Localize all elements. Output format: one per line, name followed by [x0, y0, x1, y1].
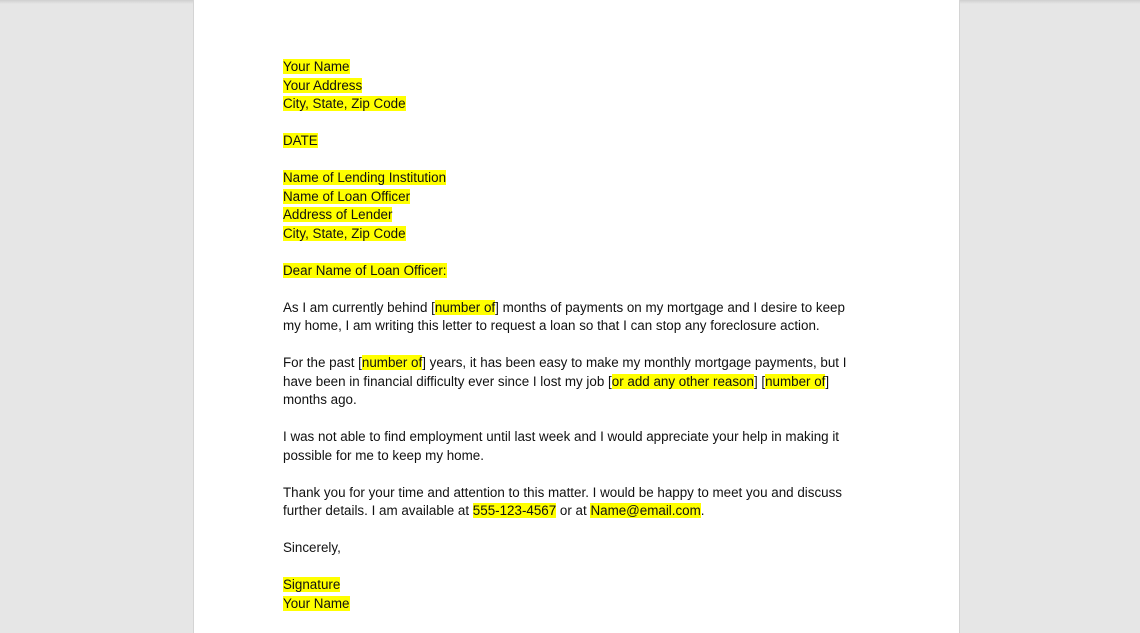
signature-line: Signature: [283, 577, 341, 592]
p2-text-f: months ago.: [283, 392, 357, 407]
salutation-block: [283, 262, 883, 281]
p1-text-c: my home, I am writing this letter to request a loan so that I can stop any foreclosure action.: [283, 318, 820, 333]
date-block: [283, 132, 883, 151]
p4-text-d: .: [700, 503, 705, 518]
paragraph-1: [283, 299, 883, 336]
signature-name: Your Name: [283, 595, 350, 611]
p2-text-c: have been in financial difficulty ever since I lost my job [: [283, 373, 612, 389]
recipient-city-state-zip: City, State, Zip Code: [283, 225, 406, 241]
p2-placeholder-months: number of: [765, 373, 826, 389]
letter-body[interactable]: [283, 58, 883, 613]
p1-text-a: As I am currently behind [: [283, 299, 435, 315]
phone-placeholder: 555-123-4567: [472, 503, 557, 518]
p2-text-e: ]: [825, 373, 830, 389]
p1-placeholder-number: number of: [434, 299, 496, 315]
p2-text-b: ] years, it has been easy to make my monthly mortgage payments, but I: [422, 355, 847, 370]
sender-block: [283, 58, 883, 114]
p2-placeholder-reason: or add any other reason: [611, 373, 754, 389]
p3-text-b: possible for me to keep my home.: [283, 447, 484, 463]
p1-text-b: ] months of payments on my mortgage and I desire to keep: [495, 299, 845, 315]
p2-text-a: For the past [: [283, 355, 362, 370]
recipient-institution: Name of Lending Institution: [283, 170, 447, 185]
recipient-address: Address of Lender: [283, 207, 393, 222]
signature-block: [283, 576, 883, 613]
closing: Sincerely,: [283, 540, 341, 555]
document-page[interactable]: [193, 0, 960, 633]
email-placeholder: Name@email.com: [590, 503, 701, 518]
p4-text-a: Thank you for your time and attention to this matter. I would be happy to meet you and discuss: [283, 484, 842, 500]
recipient-block: [283, 169, 883, 243]
letter-date: DATE: [283, 133, 318, 148]
paragraph-4: [283, 484, 883, 521]
p4-text-b: further details. I am available at: [283, 503, 473, 518]
sender-name: Your Name: [283, 59, 350, 74]
sender-city-state-zip: City, State, Zip Code: [283, 96, 406, 111]
salutation: Dear Name of Loan Officer:: [283, 262, 447, 278]
p3-text-a: I was not able to find employment until last week and I would appreciate your help in making it: [283, 429, 840, 444]
paragraph-3: [283, 428, 883, 465]
recipient-officer: Name of Loan Officer: [283, 188, 411, 204]
closing-block: [283, 539, 883, 558]
p4-text-c: or at: [556, 503, 591, 518]
sender-address: Your Address: [283, 77, 363, 93]
p2-placeholder-years: number of: [361, 355, 423, 370]
p2-text-d: ] [: [753, 373, 766, 389]
paragraph-2: [283, 354, 883, 410]
